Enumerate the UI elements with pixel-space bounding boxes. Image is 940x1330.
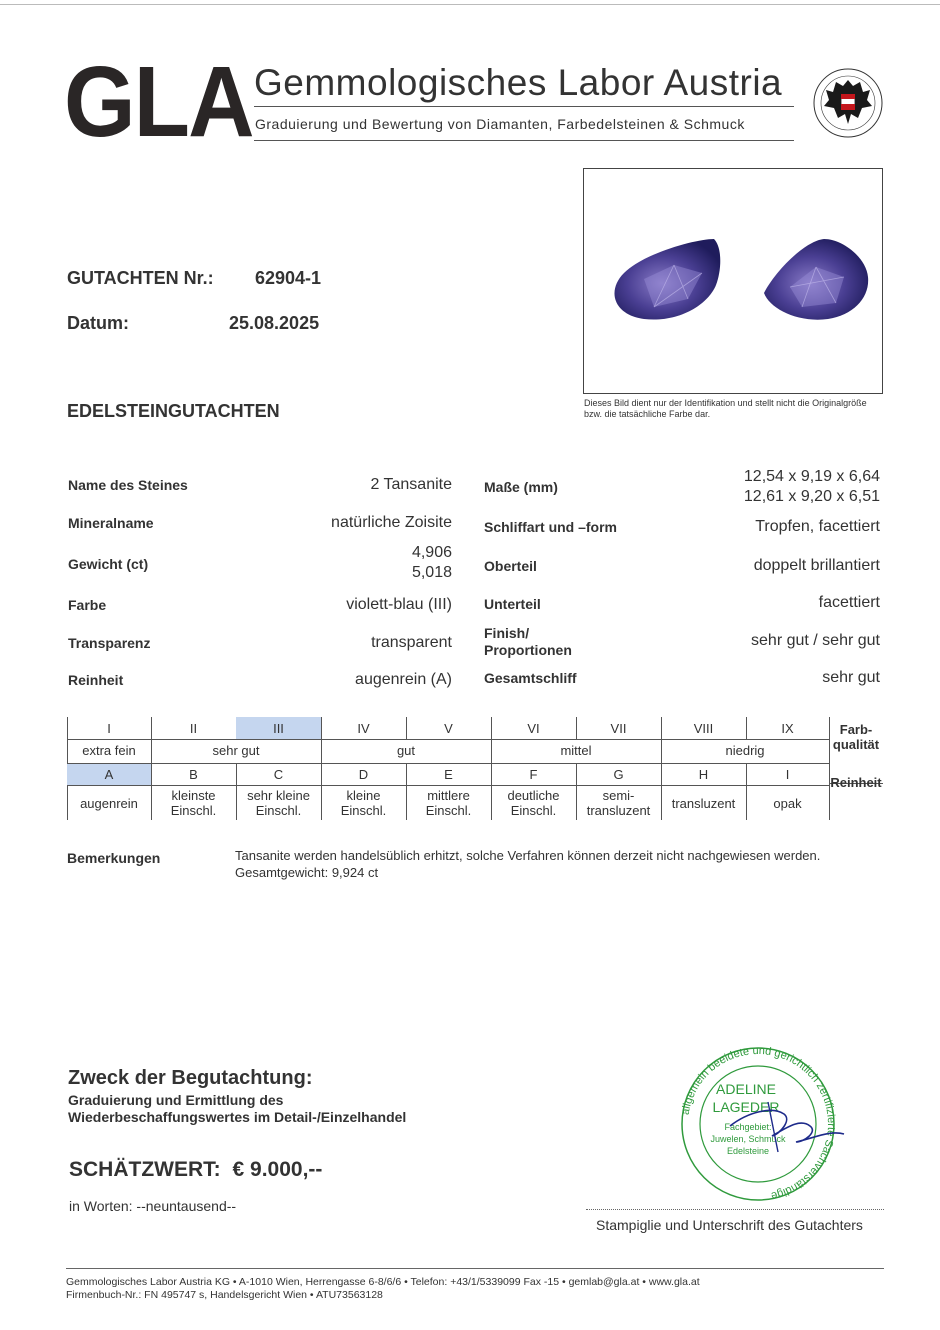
color-value: violett-blau (III) (346, 596, 452, 613)
austrian-eagle-seal-icon (812, 66, 884, 140)
pavilion-value: facettiert (818, 594, 880, 611)
top-border (0, 4, 940, 5)
dimensions-value: 12,54 x 9,19 x 6,64 12,61 x 9,20 x 6,51 (743, 468, 880, 505)
stamp-ring-text: allgemein beeidete und gerichtlich zertifizierte Sachverständige (679, 1044, 838, 1202)
tagline-rule (254, 140, 794, 141)
clarity-grade-cell: C (273, 767, 284, 782)
clarity-value: augenrein (A) (355, 671, 452, 688)
clarity-grade-cell: A (67, 764, 151, 785)
weight-label: Gewicht (ct) (68, 556, 149, 572)
date-label: Datum: (67, 313, 129, 333)
transparency-label: Transparenz (68, 635, 151, 651)
purpose-heading: Zweck der Begutachtung: (68, 1067, 313, 1089)
cut-shape-label: Schliffart und –form (484, 519, 618, 535)
color-grade-cell: IX (781, 720, 794, 736)
clarity-title: Reinheit (830, 775, 882, 790)
stamp-role-2: Juwelen, Schmuck (710, 1134, 786, 1144)
stamp-role-1: Fachgebiet: (724, 1122, 772, 1132)
footer-registry: Firmenbuch-Nr.: FN 495747 s, Handelsgericht Wien • ATU73563128 (66, 1289, 383, 1301)
stone-name-value: 2 Tansanite (370, 476, 452, 493)
clarity-grade-cell: G (613, 767, 624, 782)
color-group-gut: gut (396, 743, 416, 758)
color-grade-cell: II (189, 720, 198, 736)
overall-cut-label: Gesamtschliff (484, 670, 577, 686)
color-group-extra-fein: extra fein (82, 743, 136, 758)
report-number: 62904-1 (255, 268, 322, 288)
valuation-in-words: in Worten: --neuntausend-- (69, 1198, 237, 1214)
weight-value: 4,906 5,018 (411, 544, 452, 581)
clarity-desc-cell: sehr kleine Einschl. (247, 788, 310, 818)
stone-name-label: Name des Steines (68, 477, 188, 493)
signature-caption: Stampiglie und Unterschrift des Gutachters (596, 1217, 863, 1233)
crown-value: doppelt brillantiert (753, 557, 880, 574)
clarity-desc-cell: transluzent (671, 795, 736, 811)
clarity-grade-cell: H (698, 767, 709, 782)
remarks-label: Bemerkungen (67, 850, 161, 866)
color-grade-cell: III (236, 717, 321, 739)
color-grade-cell: VI (527, 720, 540, 736)
finish-label: Finish/ Proportionen (484, 625, 572, 658)
color-grade-cell: V (444, 720, 453, 736)
color-grade-cell: VII (610, 720, 627, 736)
clarity-grade-cell: F (529, 767, 538, 782)
valuation-label: SCHÄTZWERT: (69, 1158, 221, 1181)
gla-logo: GLA (64, 46, 253, 158)
clarity-grade-cell: I (785, 767, 790, 782)
overall-cut-value: sehr gut (822, 669, 880, 686)
lab-tagline: Graduierung und Bewertung von Diamanten, Farbedelsteinen & Schmuck (255, 116, 745, 132)
color-group-sehr-gut: sehr gut (212, 743, 260, 758)
clarity-desc-cell: augenrein (80, 795, 138, 811)
grading-scale (67, 717, 883, 820)
header-rule (254, 106, 794, 107)
remarks-text: Tansanite werden handelsüblich erhitzt, solche Verfahren können derzeit nicht nachgewiesen werden. Gesamtgewicht: 9,924 ct (235, 848, 821, 880)
valuation (69, 1158, 322, 1182)
stamp-name-1: ADELINE (716, 1081, 776, 1097)
report-date: 25.08.2025 (229, 313, 320, 333)
clarity-desc-cell: kleine Einschl. (340, 788, 387, 818)
color-grade-cell: IV (357, 720, 370, 736)
mineral-name-label: Mineralname (68, 515, 154, 531)
color-label: Farbe (68, 597, 107, 613)
color-group-mittel: mittel (560, 743, 592, 758)
report-number-label: GUTACHTEN Nr.: (67, 268, 214, 288)
finish-value: sehr gut / sehr gut (751, 632, 880, 649)
clarity-grade-cell: D (358, 767, 369, 782)
clarity-desc-cell: kleinste Einschl. (170, 788, 217, 818)
stamp-role-3: Edelsteine (726, 1146, 770, 1156)
cut-shape-value: Tropfen, facettiert (755, 518, 880, 535)
expert-stamp (668, 1042, 848, 1202)
clarity-desc-cell: mittlere Einschl. (425, 788, 472, 818)
clarity-grade-cell: B (189, 767, 198, 782)
color-quality-title: Farb- qualität (832, 722, 880, 752)
pavilion-label: Unterteil (484, 596, 541, 612)
mineral-name-value: natürliche Zoisite (331, 514, 452, 531)
photo-disclaimer: Dieses Bild dient nur der Identifikation und stellt nicht die Originalgröße bzw. die tatsächliche Farbe dar. (584, 398, 867, 419)
footer (66, 1276, 700, 1302)
lab-name: Gemmologisches Labor Austria (254, 62, 783, 103)
clarity-desc-cell: deutliche Einschl. (507, 788, 560, 818)
signature-line (586, 1209, 884, 1210)
report-type: EDELSTEINGUTACHTEN (67, 401, 280, 421)
valuation-amount: € 9.000,-- (232, 1158, 323, 1181)
stamp-name-2: LAGEDER (712, 1099, 780, 1115)
purpose-text: Graduierung und Ermittlung des Wiederbeschaffungswertes im Detail-/Einzelhandel (68, 1092, 407, 1125)
clarity-desc-cell: semi- transluzent (586, 788, 651, 818)
footer-address: Gemmologisches Labor Austria KG • A-1010 Wien, Herrengasse 6-8/6/6 • Telefon: +43/1/5339099 Fax -15 • gemlab@gla.at • www.gla.at (66, 1276, 700, 1288)
color-grade-cell: VIII (693, 720, 714, 736)
color-group-niedrig: niedrig (725, 743, 765, 758)
footer-rule (66, 1268, 884, 1269)
gem-photo (583, 168, 883, 394)
clarity-label: Reinheit (68, 672, 124, 688)
transparency-value: transparent (371, 634, 452, 651)
clarity-desc-cell: opak (773, 795, 802, 811)
dimensions-label: Maße (mm) (484, 479, 558, 495)
crown-label: Oberteil (484, 558, 537, 574)
clarity-grade-cell: E (444, 767, 453, 782)
color-grade-cell: I (107, 720, 111, 736)
